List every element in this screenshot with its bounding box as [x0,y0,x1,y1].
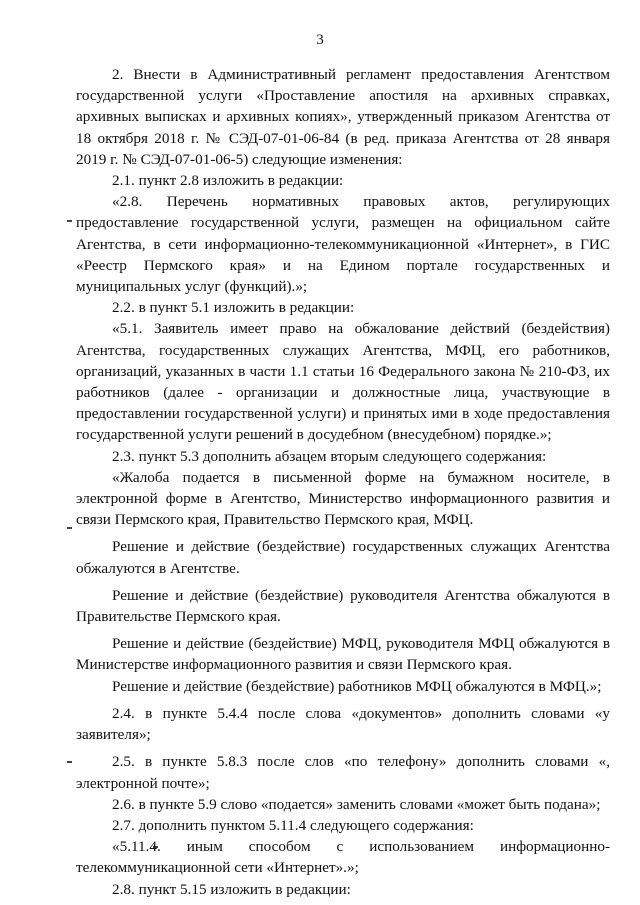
paragraph-2-8: 2.8. пункт 5.15 изложить в редакции: [112,880,351,898]
paragraph-2-4: 2.4. в пункте 5.4.4 после слова «документов» дополнить словами «у заявителя»; [76,704,610,744]
page-number: 3 [316,32,324,48]
paragraph-2-6: 2.6. в пункте 5.9 слово «подается» заменить словами «может быть подана»; [112,795,601,813]
paragraph-complaint-form: «Жалоба подается в письменной форме на бумажном носителе, в электронной форме в Агентство, Министерство информационного развития и связи Пермского края, Правительство Пермского края, МФЦ. [76,468,610,529]
paragraph-appeal-head: Решение и действие (бездействие) руководителя Агентства обжалуются в Правительстве Пермского края. [76,586,610,626]
paragraph-5-1-text: «5.1. Заявитель имеет право на обжалование действий (бездействия) Агентства, государственных служащих Агентства, МФЦ, его работников, организаций, указанных в части 1.1 статьи 16 Федерального закона № 210-ФЗ, их работников (далее - организации и должностные лица, участвующие в предоставлении государственной услуги) и принятых ими в ходе предоставления государственной услуги решений в досудебном (внесудебном) порядке.»; [76,320,610,444]
paragraph-2-5: 2.5. в пункте 5.8.3 после слов «по телефону» дополнить словами «, электронной почте»; [76,753,610,792]
paragraph-2-2: 2.2. в пункт 5.1 изложить в редакции: [112,299,355,317]
paragraph-2-1: 2.1. пункт 2.8 изложить в редакции: [112,172,344,190]
scan-mark [67,761,72,763]
paragraph-appeal-mfc: Решение и действие (бездействие) МФЦ, руководителя МФЦ обжалуются в Министерстве информационного развития и связи Пермского края. [76,635,610,674]
scan-mark [67,220,72,222]
paragraph-2-8-text: «2.8. Перечень нормативных правовых актов, регулирующих предоставление государственной услуги, размещен на официальном сайте Агентства, в сети информационно-телекоммуникационной «Интернет», в ГИС «Реестр Пермского края» и на Едином портале государственных и муниципальных услуг (функций).»; [76,193,610,296]
paragraph-appeal-agency: Решение и действие (бездействие) государственных служащих Агентства обжалуются в Агентстве. [76,538,610,577]
paragraph-5-11-4-text: «5.11.4. иным способом с использованием информационно-телекоммуникационной сети «Интернет».»; [76,838,610,877]
paragraph-appeal-mfc-workers: Решение и действие (бездействие) работников МФЦ обжалуются в МФЦ.»; [112,677,602,695]
paragraph-2-7: 2.7. дополнить пунктом 5.11.4 следующего содержания: [112,816,474,834]
paragraph-2: 2. Внести в Административный регламент предоставления Агентством государственной услуги «Проставление апостиля на архивных справках, архивных выписках и архивных копиях», утвержденный приказом Агентства от 18 октября 2018 г. № СЭД-07-01-06-84 (в ред. приказа Агентства от 28 января 2019 г. № СЭД-07-01-06-5) следующие изменения: [76,66,610,168]
scan-mark [67,527,72,529]
paragraph-2-3: 2.3. пункт 5.3 дополнить абзацем вторым следующего содержания: [112,447,547,465]
document-body [76,64,610,900]
